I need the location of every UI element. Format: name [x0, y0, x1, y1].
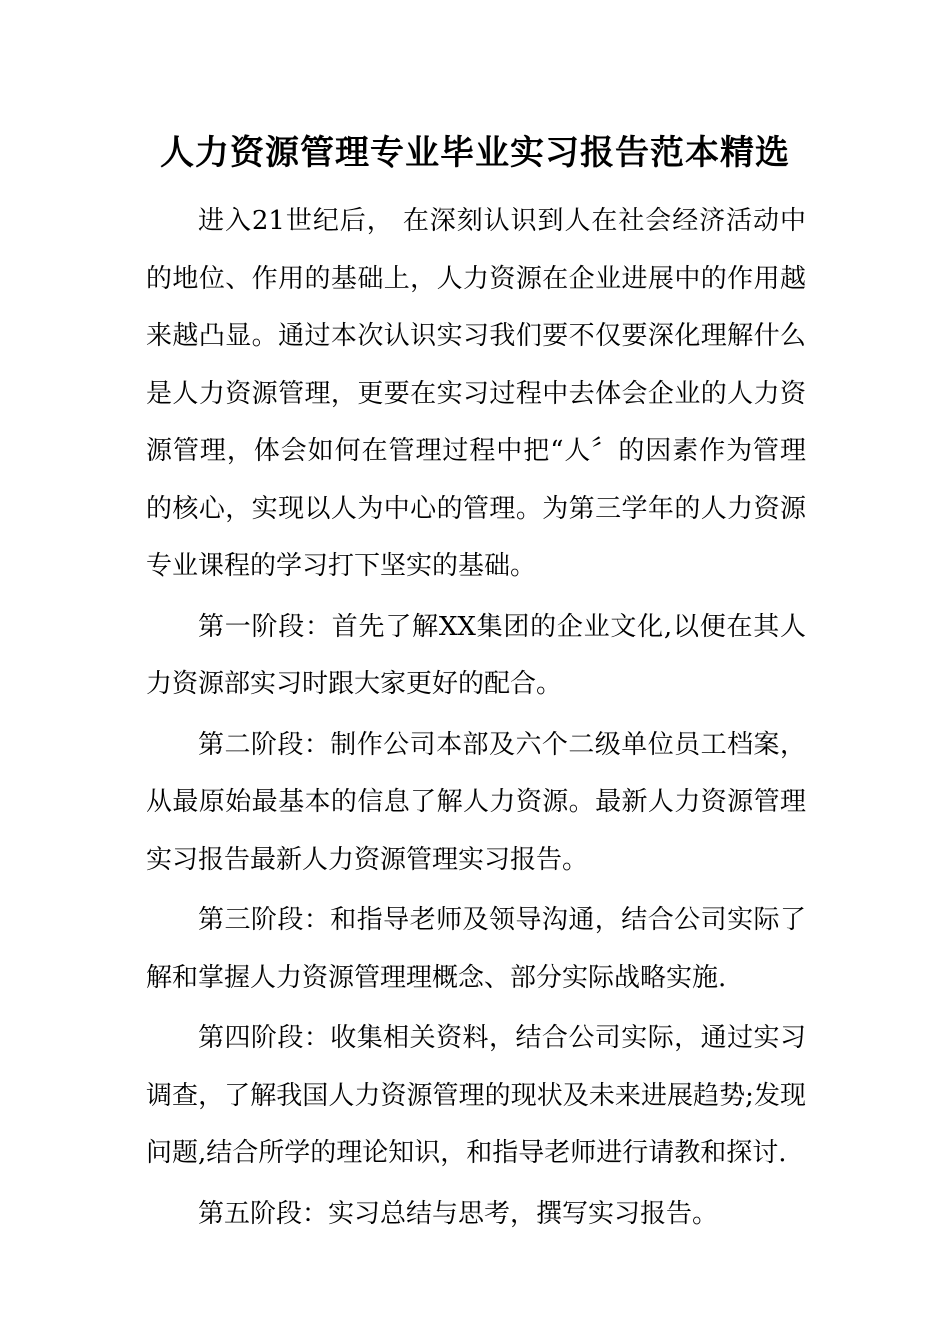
paragraph-stage-3: 第三阶段：和指导老师及领导沟通，结合公司实际了解和掌握人力资源管理理概念、部分实际战略实施. — [146, 905, 806, 993]
document-title: 人力资源管理专业毕业实习报告范本精选 — [160, 133, 790, 173]
paragraph-stage-4: 第四阶段：收集相关资料，结合公司实际，通过实习调查，了解我国人力资源管理的现状及未来进展趋势;发现问题,结合所学的理论知识，和指导老师进行请教和探讨. — [146, 1023, 806, 1168]
paragraph-stage-1: 第一阶段：首先了解XX集团的企业文化,以便在其人力资源部实习时跟大家更好的配合。 — [146, 611, 806, 699]
paragraph-intro: 进入21世纪后， 在深刻认识到人在社会经济活动中的地位、作用的基础上，人力资源在企业进展中的作用越来越凸显。通过本次认识实习我们要不仅要深化理解什么是人力资源管理，更要在实习过程中去体会企业的人力资源管理，体会如何在管理过程中把“人〞的因素作为管理的核心，实现以人为中心的管理。为第三学年的人力资源专业课程的学习打下坚实的基础。 — [146, 206, 806, 581]
paragraph-stage-5: 第五阶段：实习总结与思考，撰写实习报告。 — [198, 1198, 719, 1229]
paragraph-stage-2: 第二阶段：制作公司本部及六个二级单位员工档案，从最原始最基本的信息了解人力资源。最新人力资源管理实习报告最新人力资源管理实习报告。 — [146, 729, 806, 875]
document-body — [146, 193, 806, 1246]
